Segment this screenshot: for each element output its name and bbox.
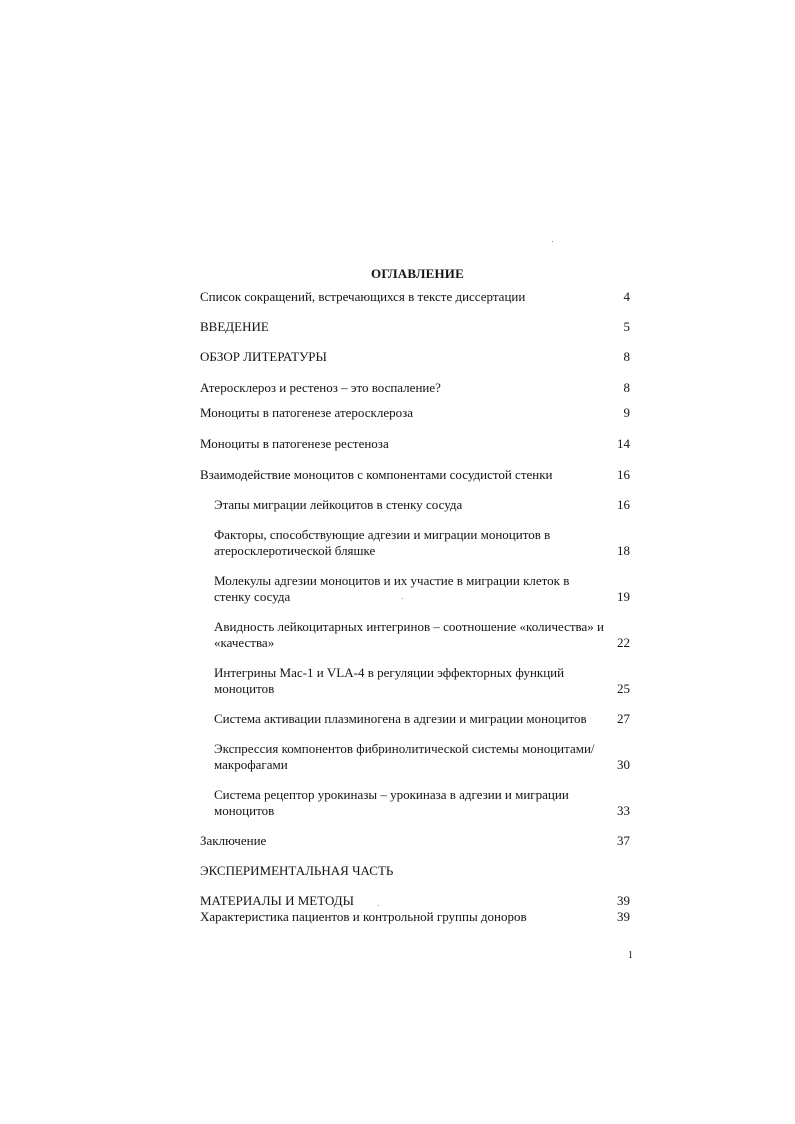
toc-entry-text: Взаимодействие моноцитов с компонентами сосудистой стенки bbox=[200, 467, 553, 482]
toc-entry bbox=[200, 909, 630, 925]
toc-entry-text: ОБЗОР ЛИТЕРАТУРЫ bbox=[200, 349, 327, 364]
toc-subentry bbox=[214, 573, 630, 605]
toc-entry-page: 19 bbox=[617, 589, 630, 604]
toc-subentry bbox=[214, 741, 630, 773]
scan-speck bbox=[552, 241, 553, 242]
toc-entry-text: Система активации плазминогена в адгезии и миграции моноцитов bbox=[214, 711, 587, 726]
toc-subentry bbox=[214, 497, 630, 513]
toc-entry bbox=[200, 405, 630, 421]
toc-entry-page: 39 bbox=[617, 909, 630, 924]
toc-entry bbox=[200, 380, 630, 396]
toc-entry-page: 5 bbox=[623, 319, 630, 334]
toc-entry-text: Атеросклероз и рестеноз – это воспаление? bbox=[200, 380, 441, 395]
toc-entry bbox=[200, 893, 630, 909]
toc-entry bbox=[200, 349, 630, 365]
toc-entry-page: 8 bbox=[623, 349, 630, 364]
toc-entry-text: Система рецептор урокиназы – урокиназа в адгезии и миграции моноцитов bbox=[214, 787, 569, 818]
toc-entry-text: Моноциты в патогенезе рестеноза bbox=[200, 436, 389, 451]
toc-entry bbox=[200, 289, 630, 305]
scan-speck bbox=[402, 598, 403, 599]
toc-entry-page: 37 bbox=[617, 833, 630, 848]
toc-entry-text: Экспрессия компонентов фибринолитической системы моноцитами/макрофагами bbox=[214, 741, 595, 772]
toc-subentry bbox=[214, 619, 630, 651]
toc-entry-page: 18 bbox=[617, 543, 630, 558]
toc-entry-text: Авидность лейкоцитарных интегринов – соотношение «количества» и «качества» bbox=[214, 619, 604, 650]
toc-subentry bbox=[214, 711, 630, 727]
toc-entry-page: 14 bbox=[617, 436, 630, 451]
toc-entry-text: Интегрины Mac-1 и VLA-4 в регуляции эффекторных функций моноцитов bbox=[214, 665, 565, 696]
toc-entry-page: 16 bbox=[617, 497, 630, 512]
toc-entry-text: ЭКСПЕРИМЕНТАЛЬНАЯ ЧАСТЬ bbox=[200, 863, 394, 878]
toc-entry-text: Факторы, способствующие адгезии и миграции моноцитов в атеросклеротической бляшке bbox=[214, 527, 551, 558]
toc-entry bbox=[200, 863, 630, 879]
toc-entry bbox=[200, 467, 630, 483]
toc-entry-page: 9 bbox=[623, 405, 630, 420]
toc-entry-page: 16 bbox=[617, 467, 630, 482]
page-folio: 1 bbox=[628, 950, 633, 961]
toc-entry-text: ВВЕДЕНИЕ bbox=[200, 319, 269, 334]
toc-entry-text: Заключение bbox=[200, 833, 267, 848]
toc-subentry bbox=[214, 665, 630, 697]
toc-entry-page: 39 bbox=[617, 893, 630, 908]
toc-entry-text: Молекулы адгезии моноцитов и их участие в миграции клеток в стенку сосуда bbox=[214, 573, 570, 604]
toc-subentry bbox=[214, 787, 630, 819]
toc-entry-page: 22 bbox=[617, 635, 630, 650]
toc-entry-text: Характеристика пациентов и контрольной группы доноров bbox=[200, 909, 527, 924]
toc-entry-page: 30 bbox=[617, 757, 630, 772]
toc-title: ОГЛАВЛЕНИЕ bbox=[371, 266, 464, 281]
scan-speck bbox=[378, 905, 379, 906]
toc-entry-text: МАТЕРИАЛЫ И МЕТОДЫ bbox=[200, 893, 354, 908]
toc-entry-text: Моноциты в патогенезе атеросклероза bbox=[200, 405, 413, 420]
toc-entry bbox=[200, 436, 630, 452]
toc-entry bbox=[200, 833, 630, 849]
toc-entry-page: 25 bbox=[617, 681, 630, 696]
toc-entry-text: Этапы миграции лейкоцитов в стенку сосуда bbox=[214, 497, 463, 512]
toc-entry-page: 8 bbox=[623, 380, 630, 395]
toc-entry-page: 33 bbox=[617, 803, 630, 818]
toc-entry bbox=[200, 319, 630, 335]
toc-subentry bbox=[214, 527, 630, 559]
toc-entry-page: 27 bbox=[617, 711, 630, 726]
toc-entry-text: Список сокращений, встречающихся в тексте диссертации bbox=[200, 289, 526, 304]
toc-entry-page: 4 bbox=[623, 289, 630, 304]
